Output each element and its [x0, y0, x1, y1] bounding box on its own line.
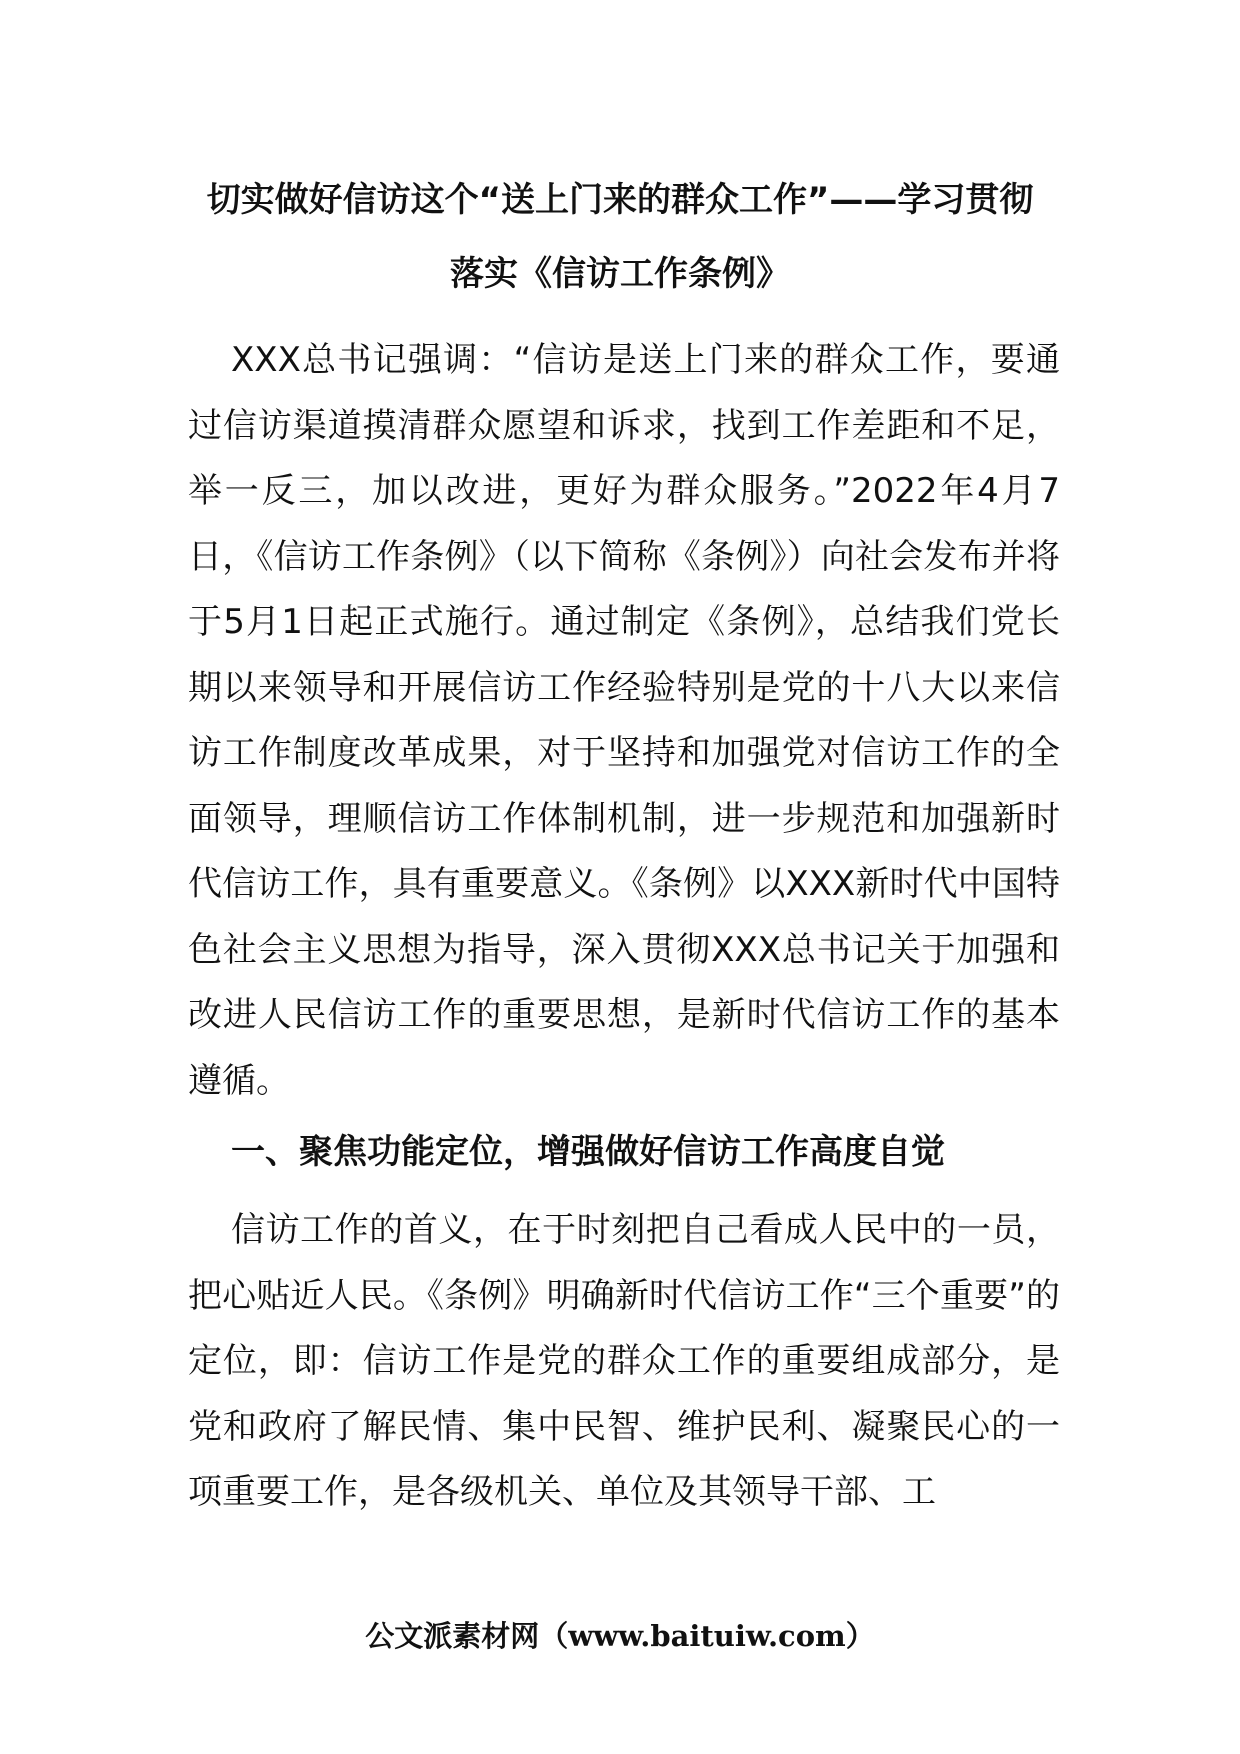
body-paragraph-1: XXX总书记强调：“信访是送上门来的群众工作，要通过信访渠道摸清群众愿望和诉求，找到工作差距和不足，举一反三，加以改进，更好为群众服务。”2022年4月7日，《信访工作条例》（以下简称《条例》）向社会发布并将于5月1日起正式施行。通过制定《条例》，总结我们党长期以来领导和开展信访工作经验特别是党的十八大以来信访工作制度改革成果，对于坚持和加强党对信访工作的全面领导，理顺信访工作体制机制，进一步规范和加强新时代信访工作，具有重要意义。《条例》以XXX新时代中国特色社会主义思想为指导，深入贯彻XXX总书记关于加强和改进人民信访工作的重要思想，是新时代信访工作的基本遵循。	[188, 340, 1060, 1101]
section-heading-1: 一、聚焦功能定位，增强做好信访工作高度自觉	[231, 1132, 945, 1172]
document-title-line-1: 切实做好信访这个“送上门来的群众工作”——学习贯彻	[206, 180, 1034, 220]
body-paragraph-2: 信访工作的首义，在于时刻把自己看成人民中的一员，把心贴近人民。《条例》明确新时代信访工作“三个重要”的定位，即：信访工作是党的群众工作的重要组成部分，是党和政府了解民情、集中民智、维护民利、凝聚民心的一项重要工作，是各级机关、单位及其领导干部、工	[188, 1210, 1060, 1512]
document-title-line-2: 落实《信访工作条例》	[450, 254, 790, 294]
footer-watermark: 公文派素材网（www.baituiw.com）	[365, 1619, 875, 1653]
